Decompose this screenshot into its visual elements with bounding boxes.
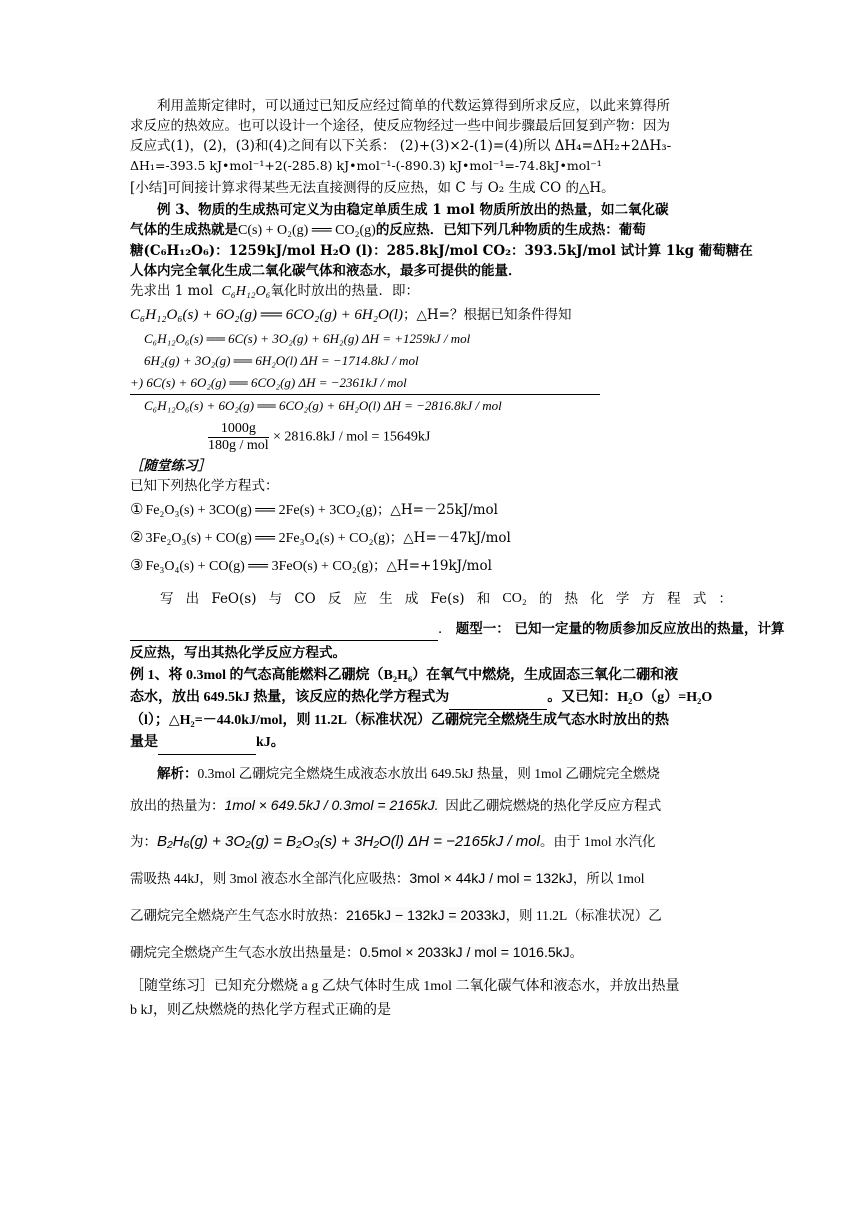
equation-steps [130,328,732,394]
text-line: 解析：0.3mol 乙硼烷完全燃烧生成液态水放出 649.5kJ 热量，则 1mol 乙硼烷完全燃烧 [157,766,660,781]
question-line: 写 出 FeO(s) 与 CO 反 应 生 成 Fe(s) 和 CO₂ 的 热 化 学 方 程 式 ： [160,591,732,607]
document-body [130,96,785,1023]
main-equation-line: C₆H₁₂O₆(s) + 6O₂(g) ══ 6CO₂(g) + 6H₂O(l)；△H=？根据已知条件得知 [130,307,572,323]
text-line: 利用盖斯定律时，可以通过已知反应经过简单的代数运算得到所求反应，以此来算得所 [157,98,670,114]
answer-blank[interactable] [449,687,547,710]
text-line: 反应热，写出其热化学反应方程式。 [130,645,346,661]
summary-line: [小结]可间接计算求得某些无法直接测得的反应热，如 C 与 O₂ 生成 CO 的△H。 [130,180,615,196]
answer-line: ． 题型一： 已知一定量的物质参加反应放出的热量，计算 [130,618,732,641]
equation-image: B₂H₆(g) + 3O₂(g) = B₂O₃(s) + 3H₂O(l) ΔH = −2165kJ / mol [157,833,540,850]
equation-image: 2165kJ − 132kJ = 2033kJ [346,907,506,923]
equation: 6H₂(g) + 3O₂(g) ══ 6H₂O(l) ΔH = −1714.8kJ / mol [144,353,419,368]
practice-equation-2: ② 3Fe₂O₃(s) + CO(g) ══ 2Fe₃O₄(s) + CO₂(g)；△H=－47kJ/mol [130,528,511,546]
example-1 [130,665,732,755]
text-line: 反应式(1)，(2)，(3)和(4)之间有以下关系： (2)+(3)×2-(1)=(4)所以 ΔH₄=ΔH₂+2ΔH₃- [130,138,672,154]
text-line: 硼烷完全燃烧产生气态水放出热量是：0.5mol × 2033kJ / mol = 1016.5kJ。 [130,944,584,960]
calculation: $\frac{1000g}{\text{180g / mol}}$ × 2816.8kJ / mol = 15649kJ [208,421,431,453]
text-line: 放出的热量为：1mol × 649.5kJ / 0.3mol = 2165kJ. 因此乙硼烷燃烧的热化学反应方程式 [130,797,662,813]
text-line: 人体内完全氧化生成二氧化碳气体和液态水，最多可提供的能量． [130,263,522,279]
equation: C₆H₁₂O₆ [221,284,271,299]
text-line: 需吸热 44kJ，则 3mol 液态水全部汽化应吸热：3mol × 44kJ / mol = 132kJ，所以 1mol [130,870,645,886]
text-line: 求反应的热效应。也可以设计一个途径，使反应物经过一些中间步骤最后回复到产物：因为 [130,118,670,134]
equation: C₆H₁₂O₆(s) ══ 6C(s) + 3O₂(g) + 6H₂(g) ΔH = +1259kJ / mol [144,331,471,346]
text-line: 例 3、物质的生成热可定义为由稳定单质生成 1 mol 物质所放出的热量，如二氧化碳 [157,202,669,218]
equation-image: 3mol × 44kJ / mol = 132kJ [409,870,573,886]
practice-equation-3: ③ Fe₃O₄(s) + CO(g) ══ 3FeO(s) + CO₂(g)；△H=+19kJ/mol [130,556,492,574]
text-line: 气体的生成热就是C(s) + O₂(g) ══ CO₂(g)的反应热．已知下列几种物质的生成热：葡萄 [130,222,646,238]
text-line: 态水，放出 649.5kJ 热量，该反应的热化学方程式为 。又已知：H₂O（g）=H₂O [130,687,732,710]
fraction: $\frac{1000g}{\text{180g / mol}}$ [208,421,269,453]
equation: C₆H₁₂O₆(s) + 6O₂(g) ══ 6CO₂(g) + 6H₂O(l) ΔH = −2816.8kJ / mol [144,398,502,413]
example-3 [130,200,753,281]
text-line: 已知下列热化学方程式： [130,478,279,494]
answer-blank[interactable] [158,732,256,755]
equation: C(s) + O₂(g) ══ CO₂(g) [238,223,376,238]
text-line: 糖(C₆H₁₂O₆)：1259kJ/mol H₂O (l)：285.8kJ/mol CO₂：393.5kJ/mol 试计算 1kg 葡萄糖在 [130,243,753,259]
text-line: （l）；△H₂=－44.0kJ/mol，则 11.2L（标准状况）乙硼烷完全燃烧生成气态水时放出的热 [130,713,670,728]
text-line: 为：B₂H₆(g) + 3O₂(g) = B₂O₃(s) + 3H₂O(l) ΔH = −2165kJ / mol。由于 1mol 水汽化 [130,833,656,850]
practice-2 [130,975,732,1023]
text-line: ［随堂练习］已知充分燃烧 a g 乙炔气体时生成 1mol 二氧化碳气体和液态水，并放出热量 [130,979,680,994]
equation: +) 6C(s) + 6O₂(g) ══ 6CO₂(g) ΔH = −2361kJ / mol [130,375,407,390]
analysis [130,761,732,971]
equation-image: 1mol × 649.5kJ / 0.3mol = 2165kJ. [224,797,439,813]
text-line: ΔH₁=-393.5 kJ•mol⁻¹+2(-285.8) kJ•mol⁻¹-(-890.3) kJ•mol⁻¹=-74.8kJ•mol⁻¹ [130,158,602,173]
practice-equation-1: ① Fe₂O₃(s) + 3CO(g) ══ 2Fe(s) + 3CO₂(g)；△H=－25kJ/mol [130,500,498,518]
section-heading: ［随堂练习］ [130,458,211,474]
text-line: 先求出 1 mol C₆H₁₂O₆氧化时放出的热量．即： [130,283,420,299]
text-line: 例 1、将 0.3mol 的气态高能燃料乙硼烷（B₂H₆）在氧气中燃烧，生成固态三氧化二硼和液 [130,668,679,683]
answer-blank[interactable] [130,618,438,641]
equation: C₆H₁₂O₆(s) + 6O₂(g) ══ 6CO₂(g) + 6H₂O(l) [130,307,403,323]
equation-image: 0.5mol × 2033kJ / mol = 1016.5kJ [359,944,570,960]
text-line: 乙硼烷完全燃烧产生气态水时放热：2165kJ − 132kJ = 2033kJ，则 11.2L（标准状况）乙 [130,907,662,923]
hess-paragraph [130,96,732,176]
text-line: 量是 kJ。 [130,732,732,755]
text-line: b kJ，则乙炔燃烧的热化学方程式正确的是 [130,1003,391,1018]
